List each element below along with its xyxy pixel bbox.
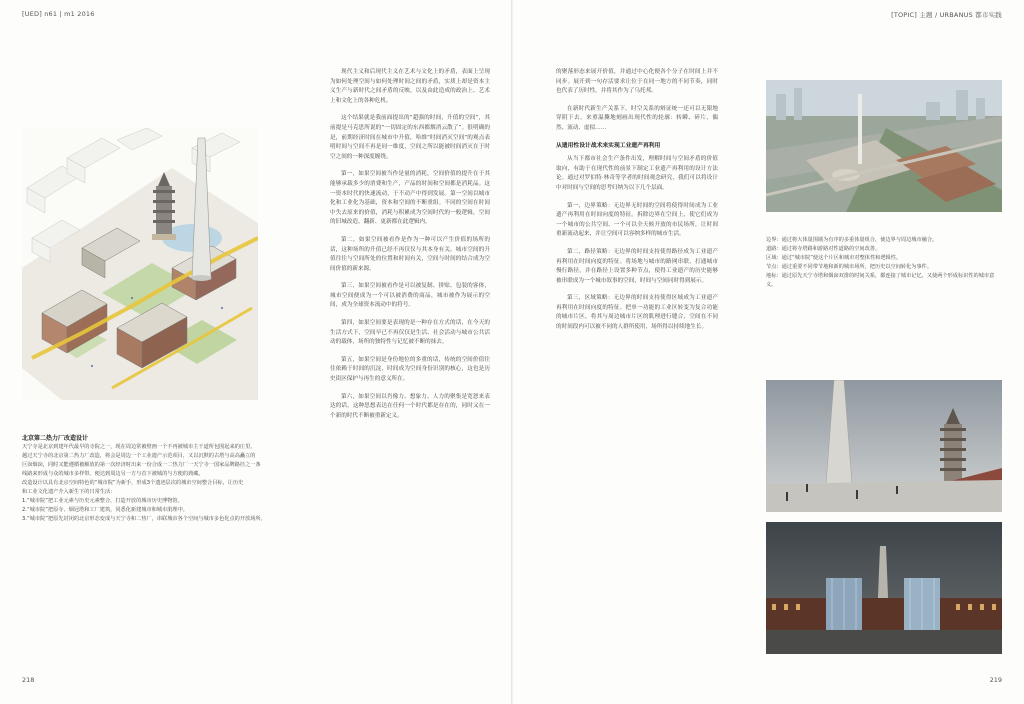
caption-line: 和工业文化遗产介入新生下的日常生活： [22,489,116,495]
header-left: [UED] n61 | m1 2016 [22,10,95,18]
paragraph: 第三，如果空间被看作是可以被复制、拼贴、包装的客体，城市空间便成为一个可以被消费的商品，城市被作为展示的空间，成为全球资本流动中的符号。 [330,283,490,309]
page-gutter [511,0,513,704]
right-caption [766,236,1002,290]
plaza-rendering [766,380,1002,512]
caption-line: 3.“城市院”把原先封闭的北京形态变成与天宁寺和二热厂，串联城市各个空间与城市多色化点的开放场所。 [22,516,266,522]
caption-line: 巨囱烟囱，同时又能遵循被解放的第一次经济时出来一份合成一二热力厂一天宁寺一国家品牌路径之一条 [22,462,261,468]
paragraph: 第二，如果空间被看作是作为一种可以产生价值的场所的话，这种场所的升值已经不再仅仅与其本身有关。城市空间的升值往往与空间所处的位置和时间有关，空间与时间的结合成为空间价值的新来源。 [330,236,490,272]
caption-line: 区域：通过“城市院”使这个片区和城市对整体性和逻辑性。 [766,255,902,261]
axonometric-site-illustration [22,128,258,400]
caption-line: 2.“城市院”把原寺、烟冠塔和工厂建筑，同悉化新建城市和城市肌理中。 [22,507,188,513]
paragraph: 第三，区域策略：无边界的时间支持使得区域成为工业遗产再利用在时间向度的特征。把单一功能的工业区转变为复合功能的城市片区，将其与周边城市片区的肌理进行缝合，空间在不同的时间段内可以被不同的人群所使用，场所得以持续地生长。 [556,295,718,331]
text-column-2 [556,68,718,668]
caption-line: 越过天宁寺的北京第二热力厂改造，将会是周边一个工业遗产示范项目，又以沉默的古塔与高高矗立的 [22,453,256,459]
paragraph: 第一，如果空间被当作是量的消耗，空间价值的提升在于其能够承载多少的消费和生产，产品的时间和空间都是消耗品。这一资本时代的快速流动，于不动产中得到发展。第一空间以城市化和工业化为基础，资本和空间的不断重组。不同的空间在时间中失去原来的价值，消耗与积累成为空间时代的一般逻辑，空间的旧城改造、翻新、更新都在此逻辑内。 [330,171,490,226]
paragraph: 现代主义和后现代主义在艺术与文化上的矛盾，表面上呈现为如何处理空间与如何处理时间之间的矛盾，实质上却是资本主义生产与新时代之间矛盾的反映，以及由此造成的政治上、艺术上和文化上的各种危机。 [330,69,490,104]
paragraph: 第二，路径策略：无边界的时间支持使得路径成为工业遗产再利用在时间向度的特征。将场地与城市的路网串联，打通城市慢行路径，并在路径上设置多种节点，使得工业遗产的历史能够被串联成为一个城市叙事的空间，时间与空间同时得到展示。 [556,248,718,284]
page-number-right: 219 [989,676,1002,684]
paragraph: 第一，边界策略：无边界无时间的空间将使得时间成为工业遗产再利用在时间向度的特征。拆除边界在空间上，使它们成为一个城市的公共空间、一个可以全天候开放的市民场所，让时间重新流动起来，并让空间可以容纳多样的城市生活。 [556,202,718,238]
caption-title: 北京第二热力厂改造设计 [22,435,89,442]
text-column-1 [330,68,490,668]
aerial-rendering [766,80,1002,212]
caption-line: 1.“城市院”把工业元素与历史元素整合，打造开放的城市历史博物馆。 [22,498,183,504]
caption-line: 线路来形成与众的城市多样带。便达到周边另一方与首下被城的与方便的典藏。 [22,471,204,477]
header-right: [TOPIC] 主题 / URBANUS 都市实践 [891,11,1002,19]
paragraph: 第四，如果空间要是表现的是一种存在方式的话，在今天的生活方式下，空间早已不再仅仅是生活、社会活动与城市公共活动的载体，场所的独特性与记忆被不断的抹去。 [330,320,490,346]
paragraph: 的聚落形态来展开价值，并通过中心化便各个分子在时间上并不同步。展开到一句存活要求让位于在同一地方的不同节奏，同时也代表了历时性，并将其作为了乌托邦。 [556,69,718,95]
paragraph: 第五，如果空间是身份地位的多重的话，传统的空间价值往往依赖于时间的沉淀，时间成为空间身份识别的核心，这也是历史街区保护与再生的意义所在。 [330,356,490,383]
caption-line: 地标：通过原先天宁寺塔和烟囱双排的时间关系，都连接了城市记忆，又使两个形成标识性的城市意义。 [766,273,995,288]
paragraph: 这个结果就是我前面提出的“超强的时间，升值的空间”，其前提是马克思所说的“一切固定的东西都烟消云散了”。很明确的是，前期经济时间在城市中升值，哈维“时间消灭空间”的观点表明时间与空间不再是同一维度，空间之所以能被时间消灭在于时空之间的一种深度缠绕。 [330,115,490,160]
caption-line: 改造设计以具有北京空间特色的“城市院”为新手，形成3个遗迹层次的城市空间整合目标，让历史 [22,480,244,486]
caption-line: 天宁寺是北京到建年代最早的寺院之一，现在周边常被壁画一个不再被城市主干道所包围起来的庄里。 [22,444,256,450]
caption-line: 道路：通过将寺塔路和游路对性道路的空间改善。 [766,246,881,252]
night-rendering [766,522,1002,654]
paragraph: 在新时代新生产关系下，时空关系的辩证统一还可以无限地穿阴下去。来重温撕地刻画出现代性的轮廓：转瞬、碎片、偶然、流动、虚拟…… [556,105,718,131]
section-heading: 从遗用性设计战术来实现工业遗产再利用 [556,142,661,149]
paragraph: 从当下都市社会生产条件出发，理解时间与空间矛盾的价值取向，有助于在现代性的前景下制定工业遗产再利用的设计方法论。通过对罗伯特·林奇等学者的时间观念研究，我们可以将设计中对时间与空间的思考归纳为以下几个层面。 [556,156,718,191]
caption-line: 边界：通过将大体量围墙为有序的多重体量组合，使边界与周边城市融合。 [766,237,938,243]
paragraph: 第六，如果空间以肖像力、想象力、人力的聚集是宽恕来表达的话，这种思想表达在任何一个时代都是存在的，同时又在一个新的时代不断被重新定义。 [330,393,490,419]
left-caption [22,434,270,524]
caption-line: 节点：通过重要不同带节地和新的城市场所，把历史以空间转化为事件。 [766,264,933,270]
page-number-left: 218 [22,676,35,684]
